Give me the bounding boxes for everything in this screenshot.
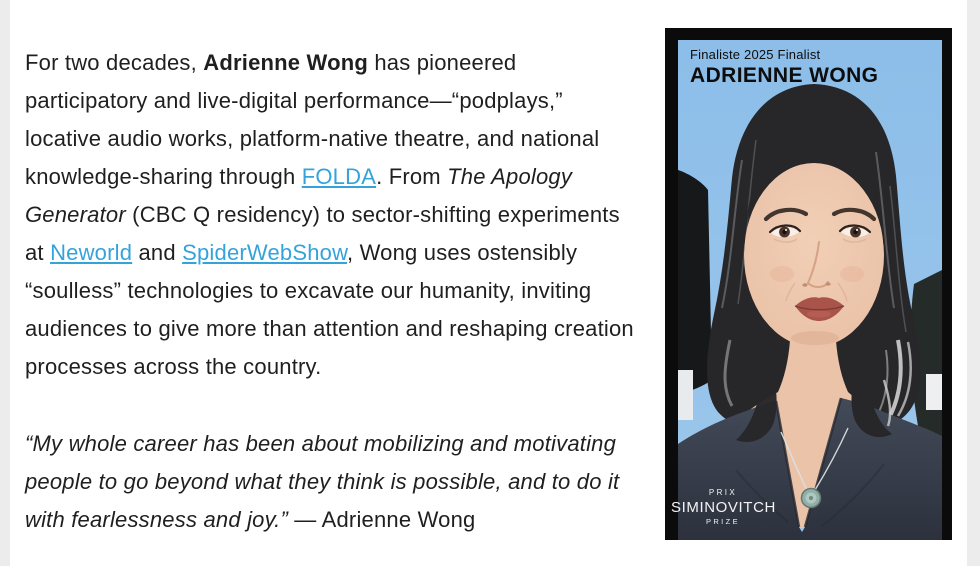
quote-paragraph [25, 425, 639, 539]
quote-attribution: — Adrienne Wong [288, 507, 476, 532]
logo-line-prix: PRIX [708, 488, 738, 497]
adrienne-wong-name-bold: Adrienne Wong [203, 50, 369, 75]
finalist-name: ADRIENNE WONG [690, 64, 879, 87]
pull-quote: “My whole career has been about mobilizing and motivating people to go beyond what they think is possible, and to do it with fearlessness and joy.” [25, 431, 620, 532]
logo-line-siminovitch: SIMINOVITCH [671, 499, 776, 516]
folda-link[interactable]: FOLDA [301, 164, 377, 189]
bio-text-column [25, 44, 639, 539]
portrait-photo [678, 40, 942, 540]
finalist-card [665, 28, 952, 540]
siminovitch-prize-logo [671, 488, 775, 527]
finalist-eyebrow-label: Finaliste 2025 Finalist [690, 47, 821, 62]
card-heading [690, 46, 878, 88]
spiderwebshow-link[interactable]: SpiderWebShow [182, 240, 347, 265]
bio-paragraph: For two decades, Adrienne Wong has pioneered participatory and live-digital performance—“podplays,” locative audio works, platform-native theatre, and national knowledge-sharing through FOLDA. From The Apology Generator (CBC Q residency) to sector-shifting experiments at Neworld and SpiderWebShow, Wong uses ostensibly “soulless” technologies to excavate our humanity, inviting audiences to give more than attention and reshaping creation processes across the country. [25, 50, 634, 379]
background-light-left [678, 370, 693, 420]
page-gutter-right [967, 0, 980, 566]
portrait-illustration [678, 40, 942, 540]
background-light-right [926, 374, 942, 410]
apology-generator-title: The Apology Generator [25, 164, 573, 227]
background-shadow-left [678, 170, 712, 394]
neworld-link[interactable]: Neworld [50, 240, 133, 265]
logo-line-prize: PRIZE [705, 517, 741, 526]
page-gutter-left [0, 0, 10, 566]
